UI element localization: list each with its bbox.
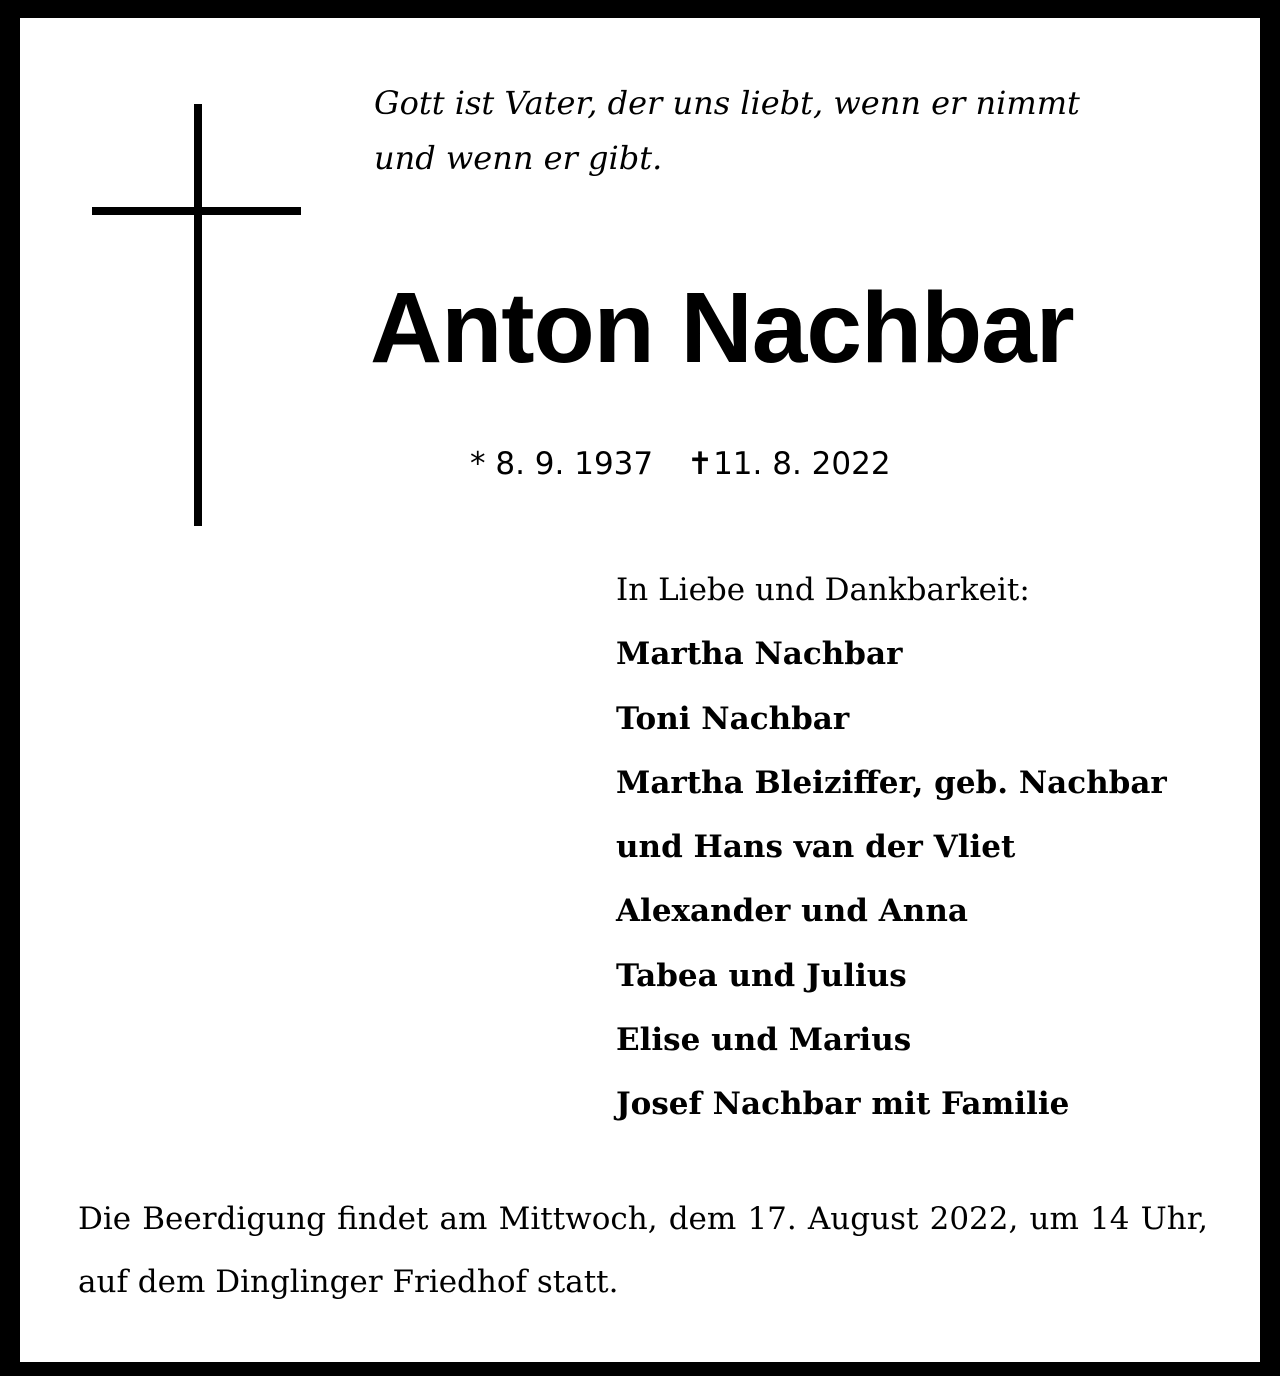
- motto-line-1: Gott ist Vater, der uns liebt, wenn er nimmt: [374, 84, 1080, 122]
- mourners-intro: In Liebe und Dankbarkeit:: [616, 572, 1030, 608]
- motto-quote: [374, 76, 1214, 186]
- cross-vertical-bar: [194, 104, 202, 526]
- obituary-notice: [20, 18, 1260, 1362]
- mourner-name: Martha Nachbar: [616, 636, 903, 673]
- funeral-announcement: Die Beerdigung findet am Mittwoch, dem 17. August 2022, um 14 Uhr, auf dem Dinglinger Friedhof statt.: [78, 1201, 1208, 1300]
- motto-line-2: und wenn er gibt.: [374, 139, 663, 177]
- mourner-name: Martha Bleiziffer, geb. Nachbar: [616, 764, 1167, 801]
- mourner-name: Elise und Marius: [616, 1022, 912, 1059]
- mourner-name: Alexander und Anna: [616, 893, 968, 930]
- mourner-name: und Hans van der Vliet: [616, 829, 1016, 866]
- mourners-list: [616, 558, 1167, 1137]
- mourner-name: Josef Nachbar mit Familie: [616, 1086, 1070, 1123]
- deceased-name: Anton Nachbar: [370, 272, 1074, 384]
- mourner-name: Tabea und Julius: [616, 957, 907, 994]
- death-date: ✝11. 8. 2022: [687, 446, 891, 482]
- life-dates: [470, 442, 891, 486]
- cross-horizontal-bar: [92, 207, 301, 215]
- birth-date: * 8. 9. 1937: [470, 446, 654, 482]
- mourner-name: Toni Nachbar: [616, 700, 850, 737]
